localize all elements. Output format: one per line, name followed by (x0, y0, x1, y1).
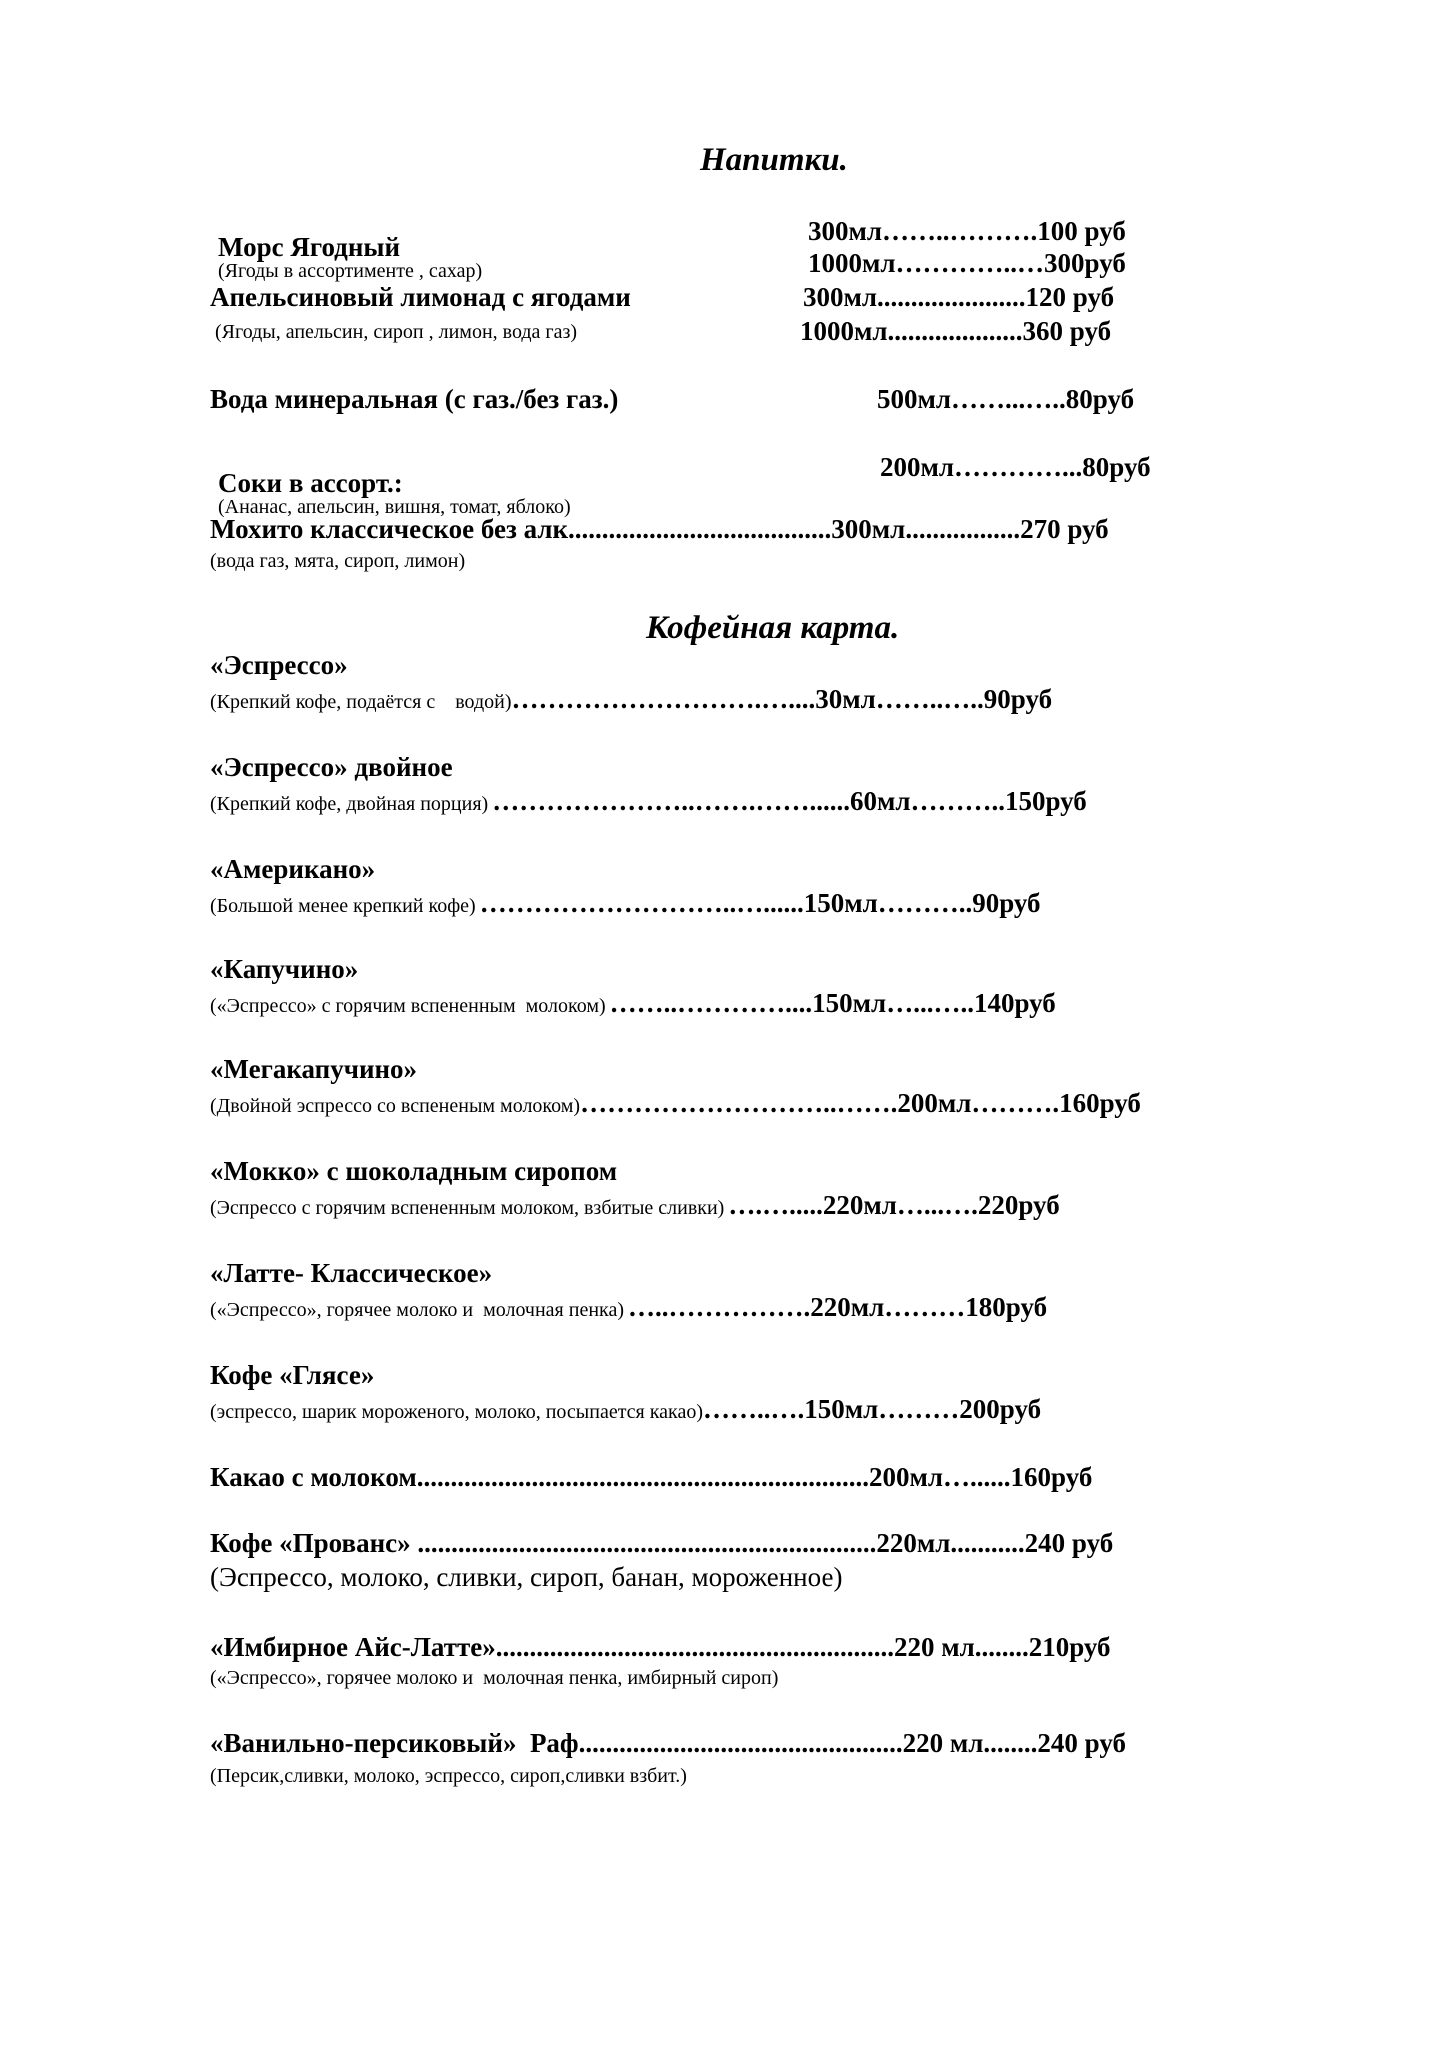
item-price: 1000мл....................360 руб (800, 316, 1112, 346)
item-name: Соки в ассорт.: (218, 468, 403, 498)
item-desc: (Большой менее крепкий кофе) (210, 895, 476, 917)
menu-item-mocha (210, 1192, 1060, 1219)
item-line: Какао с молоком...................................................................200мл…......160руб (210, 1462, 1093, 1492)
item-name: «Эспрессо» двойное (210, 752, 453, 782)
item-price: ….….....220мл…...….220руб (728, 1190, 1060, 1220)
item-name: Вода минеральная (с газ./без газ.) (210, 384, 619, 414)
item-desc: (Персик,сливки, молоко, эспрессо, сироп,сливки взбит.) (210, 1765, 687, 1787)
item-ingredients: (вода газ, мята, сироп, лимон) (210, 550, 466, 572)
item-desc: (Эспрессо с горячим вспененным молоком, взбитые сливки) (210, 1197, 725, 1219)
item-name: Кофе «Глясе» (210, 1360, 375, 1390)
item-desc: («Эспрессо», горячее молоко и молочная пенка, имбирный сироп) (210, 1667, 779, 1689)
item-name: Апельсиновый лимонад с ягодами (210, 282, 631, 312)
item-price: 200мл…………...80руб (880, 452, 1151, 482)
item-ingredients: (Ананас, апельсин, вишня, томат, яблоко) (218, 496, 571, 518)
item-desc: (Крепкий кофе, подаётся с водой) (210, 691, 512, 713)
menu-item-megacappuccino (210, 1090, 1141, 1117)
menu-item-double-espresso (210, 788, 1087, 815)
menu-item-mors (210, 218, 482, 281)
item-desc: (Эспрессо, молоко, сливки, сироп, банан, мороженное) (210, 1562, 843, 1592)
menu-item-juice (210, 454, 571, 517)
item-line: Мохито классическое без алк.......................................300мл.................270 руб (210, 514, 1109, 544)
item-name: «Американо» (210, 854, 376, 884)
item-desc: (Двойной эспрессо со вспененым молоком) (210, 1095, 581, 1117)
item-price: …..…………….220мл………180руб (628, 1292, 1048, 1322)
item-name: «Эспрессо» (210, 650, 348, 680)
menu-item-cappuccino (210, 990, 1056, 1017)
item-name: «Мегакапучино» (210, 1054, 418, 1084)
item-name: Морс Ягодный (218, 232, 401, 262)
item-price: ……..….150мл………200руб (703, 1394, 1042, 1424)
item-desc: (Крепкий кофе, двойная порция) (210, 793, 489, 815)
item-desc: (эспрессо, шарик мороженого, молоко, посыпается какао) (210, 1401, 703, 1423)
item-desc: («Эспрессо» с горячим вспененным молоком) (210, 995, 606, 1017)
item-price: 1000мл…………..…300руб (808, 248, 1126, 278)
item-price: 500мл……...…..80руб (877, 384, 1135, 414)
item-line: «Ванильно-персиковый» Раф................................................220 мл........240 руб (210, 1728, 1126, 1758)
menu-item-latte (210, 1294, 1047, 1321)
item-line: Кофе «Прованс» ....................................................................220мл...........240 руб (210, 1528, 1114, 1558)
coffee-section-title: Кофейная карта. (646, 610, 900, 646)
item-price: ………………………..…......150мл………..90руб (479, 888, 1041, 918)
item-price: ……..…………....150мл…...…..140руб (609, 988, 1056, 1018)
item-name: «Латте- Классическое» (210, 1258, 493, 1288)
item-ingredients: (Ягоды в ассортименте , сахар) (218, 260, 483, 282)
item-desc: («Эспрессо», горячее молоко и молочная пенка) (210, 1299, 624, 1321)
item-price: …………………..…….……......60мл………..150руб (492, 786, 1087, 816)
menu-item-glace (210, 1396, 1041, 1423)
item-price: ……………………….…....30мл……..…..90руб (511, 684, 1053, 714)
item-price: 300мл......................120 руб (803, 282, 1115, 312)
item-ingredients: (Ягоды, апельсин, сироп , лимон, вода газ) (215, 321, 578, 343)
menu-item-espresso (210, 686, 1052, 713)
item-line: «Имбирное Айс-Латте»...........................................................220 мл........210руб (210, 1632, 1111, 1662)
item-price: ………………………..…….200мл……….160руб (580, 1088, 1141, 1118)
item-price: 300мл……..……….100 руб (808, 216, 1126, 246)
item-name: «Мокко» с шоколадным сиропом (210, 1156, 618, 1186)
drinks-section-title: Напитки. (700, 142, 848, 178)
item-name: «Капучино» (210, 954, 359, 984)
menu-item-americano (210, 890, 1041, 917)
